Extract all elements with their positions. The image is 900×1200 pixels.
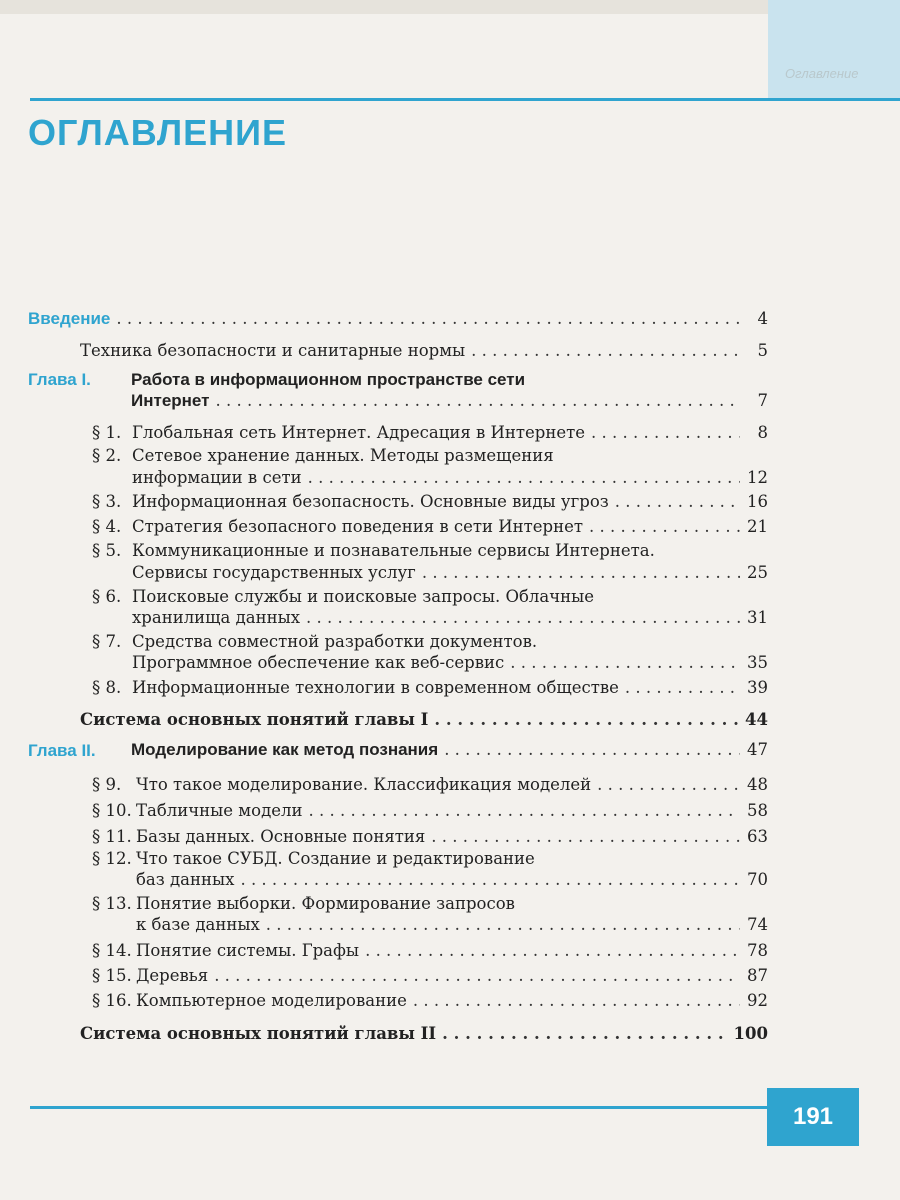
section-title: Стратегия безопасного поведения в сети Интернет	[132, 517, 584, 536]
section-number: § 10.	[92, 801, 132, 820]
chapter-1-title-line2: Интернет	[131, 391, 210, 410]
section-title: Что такое моделирование. Классификация моделей	[136, 775, 592, 794]
dot-leader	[625, 677, 740, 699]
section-number: § 11.	[92, 827, 132, 846]
toc-section-4[interactable]	[132, 516, 768, 538]
toc-intro[interactable]	[28, 308, 768, 330]
section-title: Коммуникационные и познавательные сервисы Интернета.	[132, 541, 655, 560]
dot-leader	[306, 607, 740, 629]
toc-section-16[interactable]	[136, 990, 768, 1012]
summary-title: Система основных понятий главы II	[80, 1024, 437, 1043]
dot-leader	[215, 390, 740, 412]
dot-leader	[591, 422, 740, 444]
chapter-2-label: Глава II.	[28, 741, 96, 760]
section-title: Средства совместной разработки документов.	[132, 632, 538, 651]
dot-leader	[589, 516, 740, 538]
page-ref: 39	[747, 678, 768, 697]
item-title: Техника безопасности и санитарные нормы	[80, 341, 466, 360]
section-number: § 1.	[92, 423, 122, 442]
section-title-cont: баз данных	[136, 870, 235, 889]
toc-section-3[interactable]	[132, 491, 768, 513]
page-ref: 92	[747, 991, 768, 1010]
dot-leader	[308, 467, 740, 489]
dot-leader	[308, 800, 740, 822]
section-title: Базы данных. Основные понятия	[136, 827, 426, 846]
summary-title: Система основных понятий главы I	[80, 710, 429, 729]
toc-summary-1[interactable]	[80, 709, 768, 731]
dot-leader	[413, 990, 740, 1012]
section-number: § 13.	[92, 894, 132, 913]
page-number-badge	[767, 1088, 859, 1146]
toc-section-15[interactable]	[136, 965, 768, 987]
section-title: Информационная безопасность. Основные виды угроз	[132, 492, 609, 511]
bottom-rule	[30, 1106, 767, 1109]
page-ref: 63	[747, 827, 768, 846]
page-ref: 100	[733, 1024, 768, 1043]
toc-section-13[interactable]	[136, 914, 768, 936]
page-ref: 5	[757, 341, 768, 360]
section-title: Компьютерное моделирование	[136, 991, 407, 1010]
section-title-cont: информации в сети	[132, 468, 302, 487]
toc-section-1[interactable]	[132, 422, 768, 444]
dot-leader	[442, 1023, 727, 1045]
toc-section-5[interactable]	[132, 562, 768, 584]
dot-leader	[422, 562, 740, 584]
page-ref: 74	[747, 915, 768, 934]
dot-leader	[431, 826, 740, 848]
section-number: § 9.	[92, 775, 122, 794]
toc-section-8[interactable]	[132, 677, 768, 699]
page-ref: 25	[747, 563, 768, 582]
section-number: § 4.	[92, 517, 122, 536]
dot-leader	[365, 940, 740, 962]
section-number: § 7.	[92, 632, 122, 651]
section-title: Поисковые службы и поисковые запросы. Облачные	[132, 587, 595, 606]
toc-section-14[interactable]	[136, 940, 768, 962]
toc-chapter-2[interactable]	[131, 739, 768, 761]
section-number: § 2.	[92, 446, 122, 465]
section-title: Понятие выборки. Формирование запросов	[136, 894, 515, 913]
page-ref: 87	[747, 966, 768, 985]
toc-section-11[interactable]	[136, 826, 768, 848]
toc-chapter-1[interactable]	[131, 390, 768, 412]
page-ref: 44	[745, 710, 768, 729]
page-ref: 78	[747, 941, 768, 960]
section-title-cont: к базе данных	[136, 915, 260, 934]
dot-leader	[615, 491, 740, 513]
page-ref: 7	[757, 391, 768, 410]
page-ref: 31	[747, 608, 768, 627]
section-title: Понятие системы. Графы	[136, 941, 360, 960]
page-title: ОГЛАВЛЕНИЕ	[28, 112, 288, 153]
section-title: Табличные модели	[136, 801, 303, 820]
section-number: § 8.	[92, 678, 122, 697]
toc-summary-2[interactable]	[80, 1023, 768, 1045]
page-ref: 4	[757, 309, 768, 328]
section-title-cont: Программное обеспечение как веб-сервис	[132, 653, 505, 672]
toc-section-10[interactable]	[136, 800, 768, 822]
chapter-2-title: Моделирование как метод познания	[131, 740, 439, 759]
section-title: Что такое СУБД. Создание и редактирование	[136, 849, 535, 868]
section-title: Деревья	[136, 966, 209, 985]
section-title-cont: хранилища данных	[132, 608, 301, 627]
page-ref: 58	[747, 801, 768, 820]
section-number: § 3.	[92, 492, 122, 511]
toc-section-9[interactable]	[136, 774, 768, 796]
toc-section-12[interactable]	[136, 869, 768, 891]
page-ref: 8	[757, 423, 768, 442]
toc-section-6[interactable]	[132, 607, 768, 629]
page-ref: 70	[747, 870, 768, 889]
chapter-1-title-line1: Работа в информационном пространстве сети	[131, 370, 526, 389]
page-ref: 16	[747, 492, 768, 511]
page-number: 191	[792, 1103, 834, 1130]
running-title: Оглавление	[785, 66, 859, 81]
section-number: § 6.	[92, 587, 122, 606]
page-ref: 47	[747, 740, 768, 759]
page-ref: 48	[747, 775, 768, 794]
section-title: Информационные технологии в современном обществе	[132, 678, 619, 697]
dot-leader	[240, 869, 740, 891]
dot-leader	[471, 340, 740, 362]
page-ref: 12	[747, 468, 768, 487]
toc-section-2[interactable]	[132, 467, 768, 489]
dot-leader	[444, 739, 740, 761]
dot-leader	[116, 308, 740, 330]
chapter-1-label: Глава I.	[28, 370, 91, 389]
dot-leader	[266, 914, 740, 936]
section-number: § 15.	[92, 966, 132, 985]
section-number: § 16.	[92, 991, 132, 1010]
section-title: Глобальная сеть Интернет. Адресация в Интернете	[132, 423, 586, 442]
section-number: § 12.	[92, 849, 132, 868]
section-title-cont: Сервисы государственных услуг	[132, 563, 416, 582]
toc-item-safety[interactable]	[80, 340, 768, 362]
section-title: Сетевое хранение данных. Методы размещения	[132, 446, 554, 465]
intro-label: Введение	[28, 309, 111, 328]
section-number: § 5.	[92, 541, 122, 560]
dot-leader	[434, 709, 739, 731]
page-ref: 21	[747, 517, 768, 536]
toc-section-7[interactable]	[132, 652, 768, 674]
section-number: § 14.	[92, 941, 132, 960]
page-ref: 35	[747, 653, 768, 672]
dot-leader	[510, 652, 740, 674]
dot-leader	[597, 774, 740, 796]
dot-leader	[214, 965, 740, 987]
